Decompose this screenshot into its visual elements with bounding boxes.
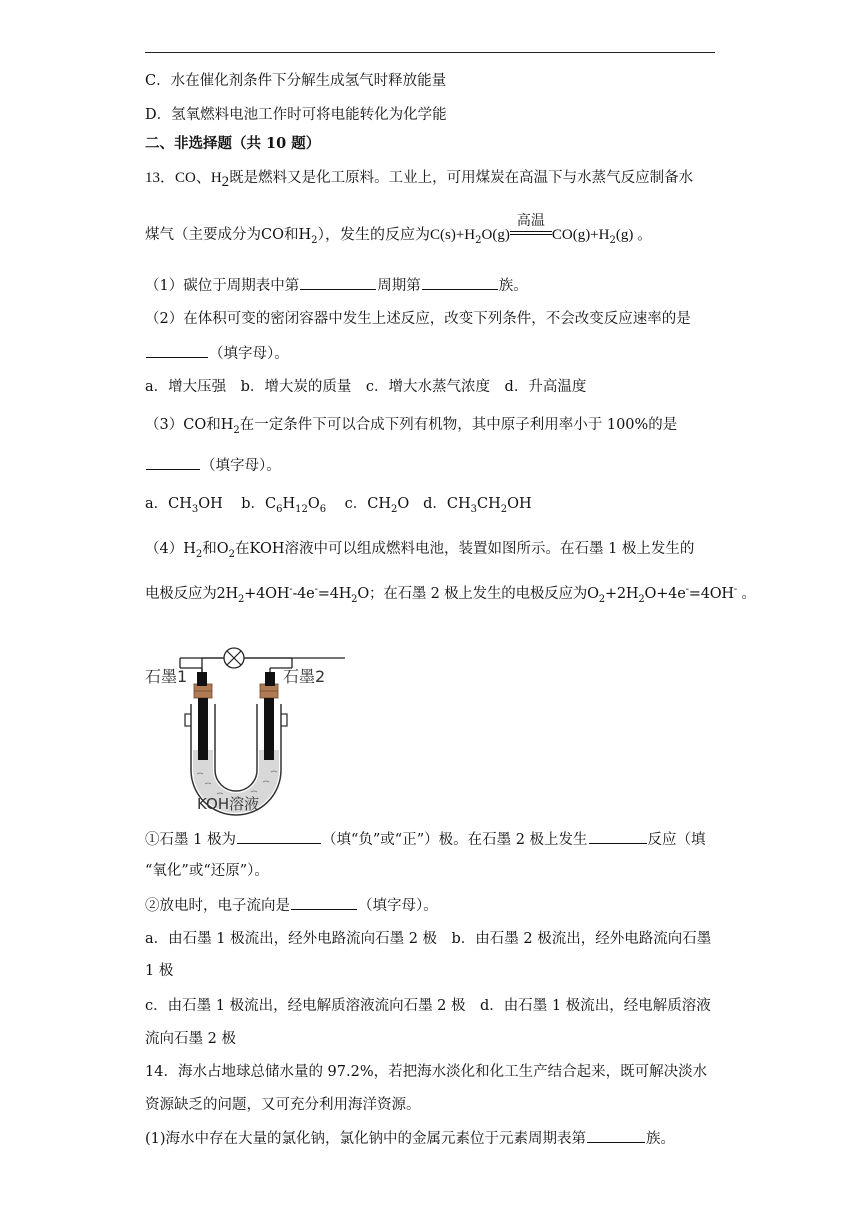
- q13-part1: （1）碳位于周期表中第 周期第 族。: [145, 275, 720, 296]
- answer-blank[interactable]: [291, 895, 357, 910]
- q13-sub1-cont: “氧化”或“还原”）。: [145, 863, 269, 879]
- solution-label: KOH溶液: [197, 795, 260, 813]
- left-electrode-label: 石墨1: [145, 667, 188, 686]
- q13-sub2-options-ab-cont: 1 极: [145, 963, 174, 979]
- answer-blank[interactable]: [146, 455, 200, 470]
- q14-line2: 资源缺乏的问题，又可充分利用海洋资源。: [145, 1097, 421, 1113]
- q13-part3: （3）CO和$H_2$在一定条件下可以合成下列有机物，其中原子利用率小于 100%的是: [145, 417, 678, 436]
- q13-electrode-equations: 电极反应为$2H_2+4OH^--4e^-=4H_2O$；在石墨 2 极上发生的电极反应为$O_2+2H_2O+4e^-=4OH^-$ 。: [145, 584, 756, 605]
- q13-intro-line1: 13．CO、$H_2$既是燃料又是化工原料。工业上，可用煤炭在高温下与水蒸气反应制备水: [145, 170, 694, 190]
- q13-sub1: ①石墨 1 极为 （填“负”或“正”）极。在石墨 2 极上发生 反应（填: [145, 829, 720, 850]
- q13-intro-line2: 煤气（主要成分为CO和$H_2$），发生的反应为$C(s)+H_2O(g)$ 高温 $CO(g)+H_2(g)$ 。: [145, 213, 653, 246]
- q13-part2-options: a．增大压强 b．增大炭的质量 c．增大水蒸气浓度 d．升高温度: [145, 379, 587, 395]
- answer-blank[interactable]: [422, 275, 498, 290]
- q13-sub2-options-cd-cont: 流向石墨 2 极: [145, 1031, 236, 1047]
- answer-blank[interactable]: [237, 829, 321, 844]
- q13-sub2-options-cd: c．由石墨 1 极流出，经电解质溶液流向石墨 2 极 d．由石墨 1 极流出，经电解质溶液: [145, 998, 711, 1014]
- answer-blank[interactable]: [300, 275, 376, 290]
- q14-part1: (1)海水中存在大量的氯化钠，氯化钠中的金属元素位于元素周期表第 族。: [145, 1128, 720, 1149]
- graphite-electrode-1: [197, 672, 207, 686]
- q14-line1: 14．海水占地球总储水量的 97.2%，若把海水淡化和化工生产结合起来，既可解决淡水: [145, 1064, 708, 1080]
- answer-blank[interactable]: [587, 1128, 645, 1143]
- q13-sub2: ②放电时，电子流向是 （填字母）。: [145, 895, 720, 916]
- q13-sub2-options-ab: a．由石墨 1 极流出，经外电路流向石墨 2 极 b．由石墨 2 极流出，经外电路流向石墨: [145, 931, 712, 947]
- answer-blank[interactable]: [146, 343, 208, 358]
- q13-part3-cont: （填字母）。: [145, 455, 720, 476]
- q13-part2-cont: （填字母）。: [145, 343, 720, 364]
- option-c: C．水在催化剂条件下分解生成氢气时释放能量: [145, 73, 447, 89]
- graphite-electrode-2: [265, 672, 275, 686]
- q13-part4: $(4)H_2$和$O_2$在KOH溶液中可以组成燃料电池，装置如图所示。在石墨 1 极上发生的: [145, 541, 695, 560]
- q13-part2: （2）在体积可变的密闭容器中发生上述反应，改变下列条件，不会改变反应速率的是: [145, 311, 691, 327]
- q13-part3-options: a．$CH_3OH$ b．$C_6H_{12}O_6$ c．$CH_2O$ d．$CH_3CH_2OH$: [145, 496, 532, 515]
- answer-blank[interactable]: [589, 829, 647, 844]
- reaction-condition: 高温: [510, 231, 552, 239]
- fuel-cell-diagram: [145, 622, 345, 821]
- section-heading: 二、非选择题（共 10 题）: [145, 135, 321, 152]
- header-rule: [145, 52, 715, 53]
- right-electrode-label: 石墨2: [283, 667, 326, 686]
- option-d: D．氢氧燃料电池工作时可将电能转化为化学能: [145, 107, 447, 123]
